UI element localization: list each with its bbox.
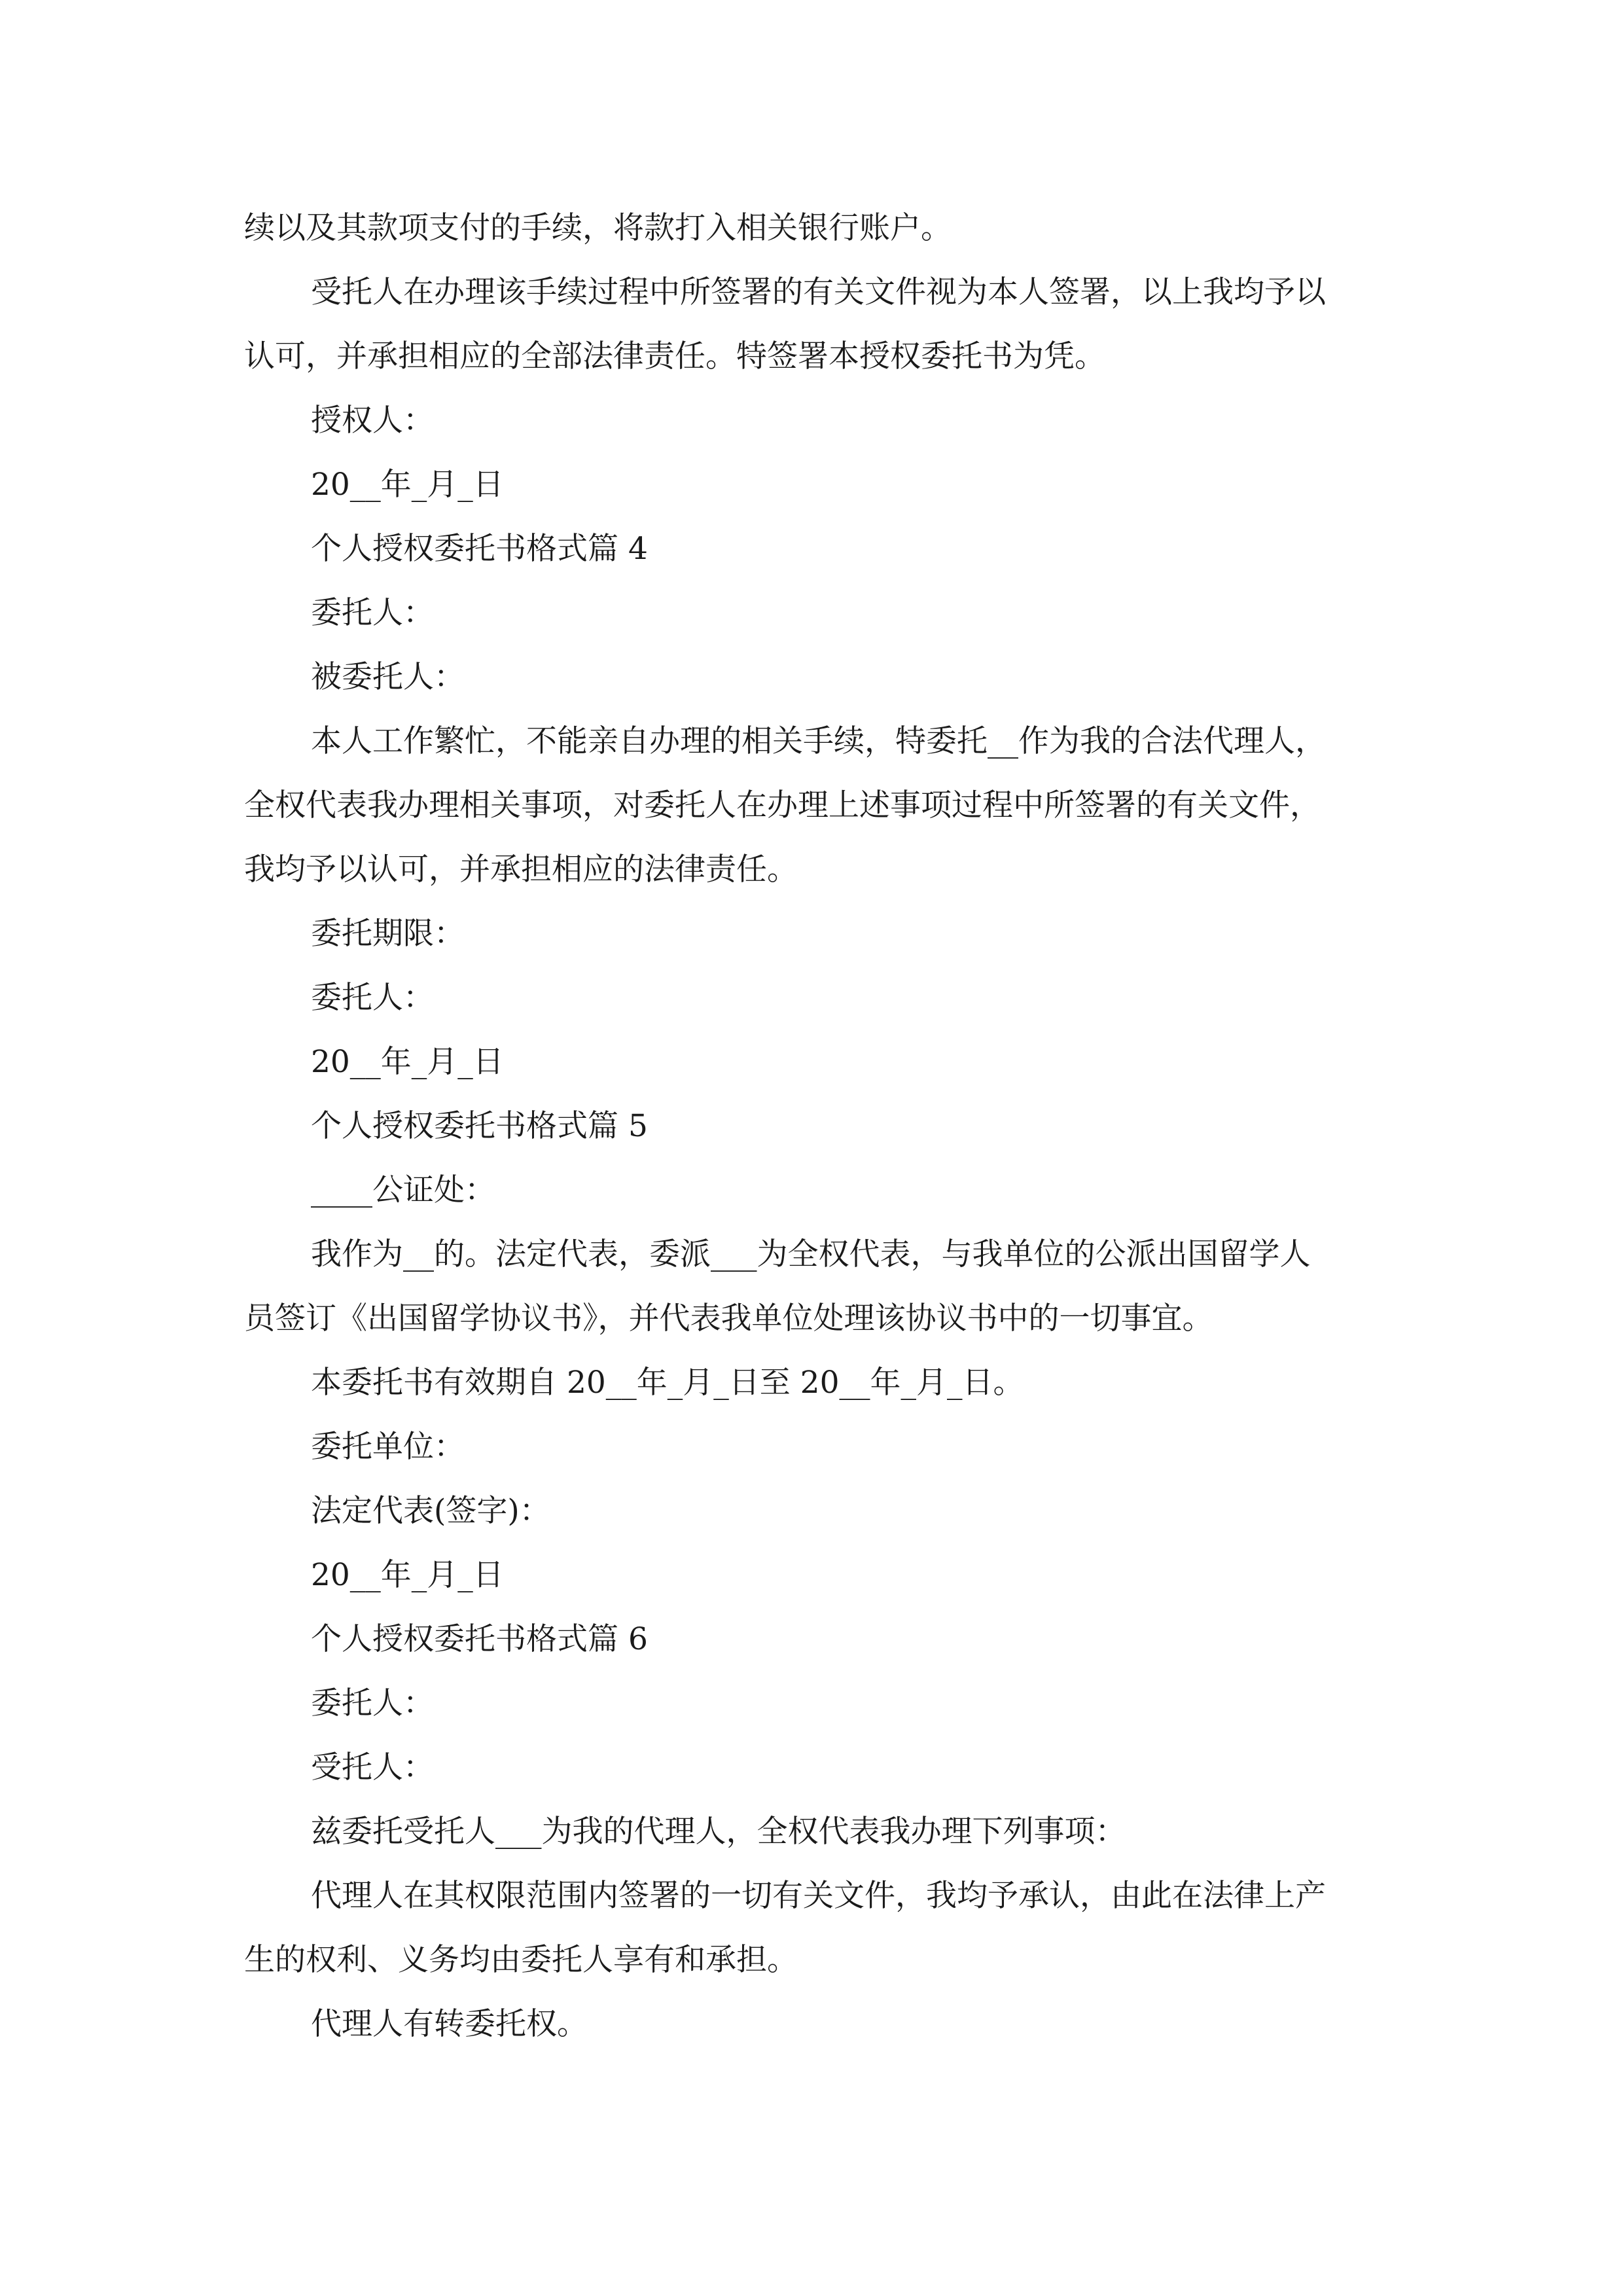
text-line: 兹委托受托人___为我的代理人，全权代表我办理下列事项： [311,1814,1126,1850]
text-line: 代理人在其权限范围内签署的一切有关文件，我均予承认，由此在法律上产 [311,1878,1326,1914]
text-line: 受托人： [311,1749,434,1785]
text-line: 代理人有转委托权。 [311,2006,588,2042]
text-line: 本人工作繁忙，不能亲自办理的相关手续，特委托__作为我的合法代理人， [311,723,1326,759]
text-line: 20__年_月_日 [311,1044,504,1080]
text-line: 20__年_月_日 [311,467,504,503]
text-line: 认可，并承担相应的全部法律责任。特签署本授权委托书为凭。 [244,338,1105,374]
text-line: 生的权利、义务均由委托人享有和承担。 [244,1942,798,1978]
text-line: 20__年_月_日 [311,1557,504,1593]
text-line: 委托期限： [311,916,465,952]
text-line: 法定代表(签字)： [311,1493,550,1529]
document-body [244,196,1402,2056]
text-line: 委托人： [311,595,434,631]
text-line: ____公证处： [311,1172,495,1208]
text-line: 我作为__的。法定代表，委派___为全权代表，与我单位的公派出国留学人 [311,1236,1311,1272]
text-line: 个人授权委托书格式篇 5 [311,1108,648,1144]
text-line: 个人授权委托书格式篇 4 [311,531,648,567]
text-line: 员签订《出国留学协议书》，并代表我单位处理该协议书中的一切事宜。 [244,1300,1213,1336]
text-line: 全权代表我办理相关事项，对委托人在办理上述事项过程中所签署的有关文件， [244,787,1321,823]
text-line: 委托人： [311,1685,434,1721]
text-line: 本委托书有效期自 20__年_月_日至 20__年_月_日。 [311,1365,1024,1401]
text-line: 个人授权委托书格式篇 6 [311,1621,648,1657]
text-line: 委托单位： [311,1429,465,1465]
text-line: 授权人： [311,403,434,439]
text-line: 委托人： [311,980,434,1016]
text-line: 我均予以认可，并承担相应的法律责任。 [244,852,798,888]
text-line: 被委托人： [311,659,465,695]
text-line: 续以及其款项支付的手续，将款打入相关银行账户。 [244,210,952,246]
text-line: 受托人在办理该手续过程中所签署的有关文件视为本人签署，以上我均予以 [311,274,1326,310]
